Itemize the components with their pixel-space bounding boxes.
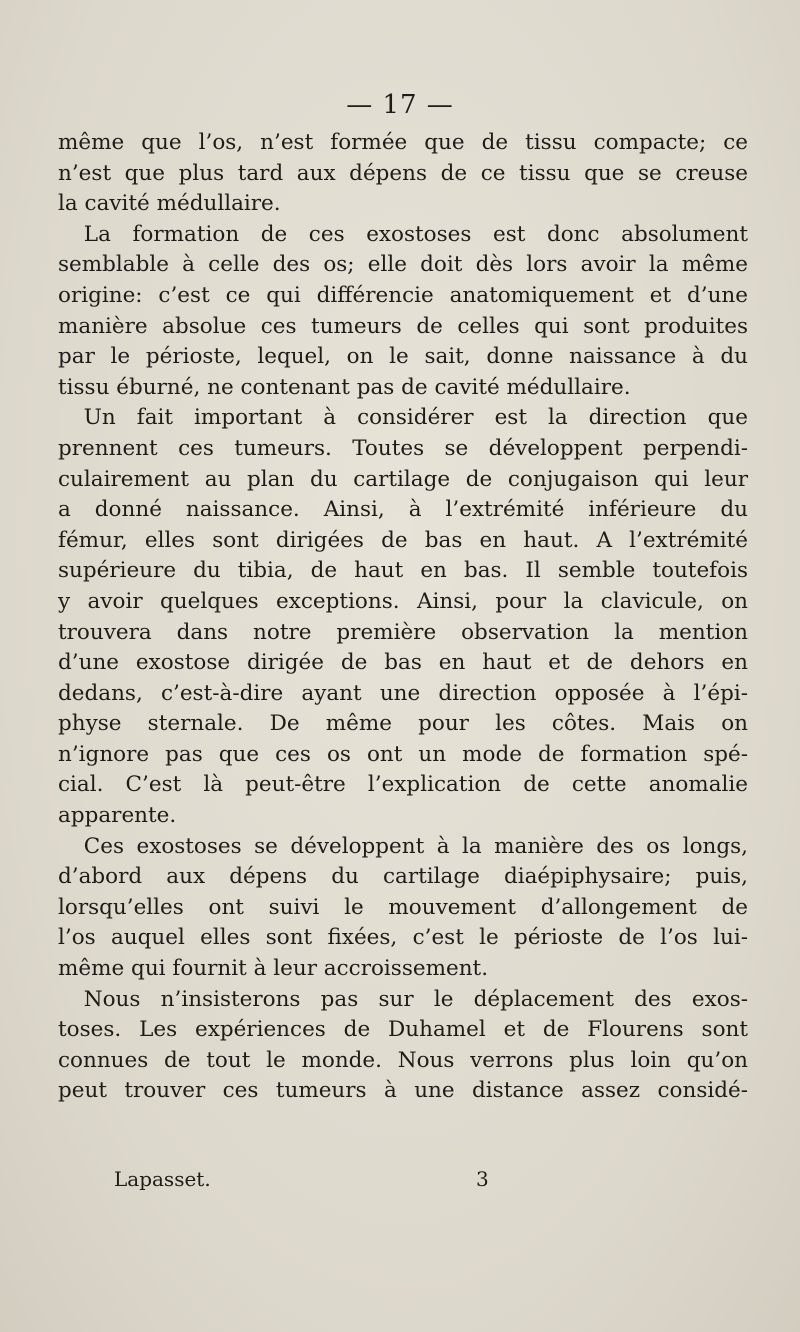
text-line: prennent ces tumeurs. Toutes se développent perpendi- [58,435,748,461]
text-line: cial. C’est là peut-être l’explication de cette anomalie [58,772,748,798]
text-line: dedans, c’est-à-dire ayant une direction opposée à l’épi- [58,680,748,706]
text-line: Ces exostoses se développent à la manière des os longs, [83,833,748,859]
text-line: la cavité médullaire. [58,191,281,217]
text-line: y avoir quelques exceptions. Ainsi, pour la clavicule, on [58,588,748,614]
signature-number: 3 [476,1167,489,1191]
text-line: n’est que plus tard aux dépens de ce tissu que se creuse [58,160,748,186]
text-line: même que l’os, n’est formée que de tissu compacte; ce [58,130,748,155]
text-line: Un fait important à considérer est la direction que [83,405,748,431]
text-line: apparente. [58,803,177,829]
text-line: même qui fournit à leur accroissement. [58,956,489,982]
text-line: d’une exostose dirigée de bas en haut et de dehors en [58,650,748,676]
text-line: La formation de ces exostoses est donc absolument [83,221,748,247]
text-line: a donné naissance. Ainsi, à l’extrémité inférieure du [58,497,748,523]
text-line: l’os auquel elles sont fixées, c’est le périoste de l’os lui- [58,925,748,951]
text-line: par le périoste, lequel, on le sait, donne naissance à du [58,344,748,370]
text-line: peut trouver ces tumeurs à une distance assez considé- [58,1078,748,1104]
body-text [58,128,748,1107]
text-line: trouvera dans notre première observation la mention [58,619,748,645]
text-line: semblable à celle des os; elle doit dès lors avoir la même [58,252,748,278]
text-line: origine: c’est ce qui différencie anatomiquement et d’une [58,282,748,308]
text-line: physe sternale. De même pour les côtes. Mais on [58,711,748,737]
text-line: n’ignore pas que ces os ont un mode de formation spé- [58,741,748,767]
text-line: d’abord aux dépens du cartilage diaépiphysaire; puis, [58,864,748,890]
text-line: culairement au plan du cartilage de conjugaison qui leur [58,466,748,492]
text-line: connues de tout le monde. Nous verrons plus loin qu’on [58,1047,748,1073]
text-line: lorsqu’elles ont suivi le mouvement d’allongement de [58,894,748,920]
signature-mark: Lapasset. [114,1167,211,1191]
text-line: fémur, elles sont dirigées de bas en haut. A l’extrémité [58,527,748,553]
text-line: toses. Les expériences de Duhamel et de Flourens sont [58,1017,748,1043]
text-line: supérieure du tibia, de haut en bas. Il semble toutefois [58,558,748,584]
page-number: — 17 — [346,90,454,120]
text-line: tissu éburné, ne contenant pas de cavité médullaire. [58,374,631,400]
text-line: manière absolue ces tumeurs de celles qui sont produites [58,313,748,339]
text-line: Nous n’insisterons pas sur le déplacement des exos- [83,986,748,1012]
